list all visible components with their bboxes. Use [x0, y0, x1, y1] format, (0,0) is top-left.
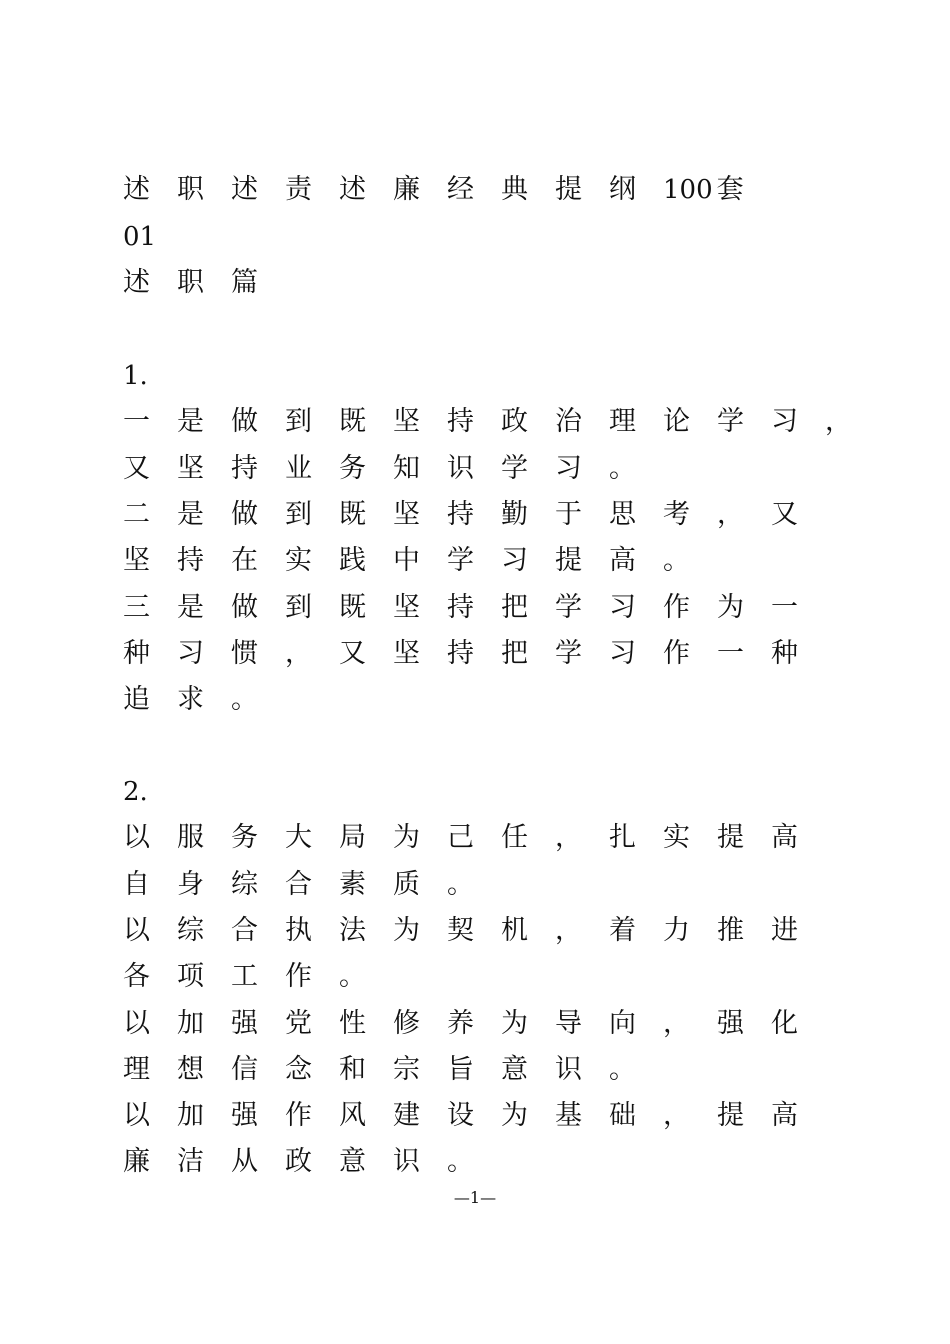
- item-line: 又 坚 持 业 务 知 识 学 习 。: [123, 453, 636, 484]
- item-line: 理 想 信 念 和 宗 旨 意 识 。: [123, 1054, 636, 1085]
- item-label: 2.: [123, 777, 148, 807]
- section-heading: 述 职 篇: [123, 267, 258, 298]
- item-line: 三 是 做 到 既 坚 持 把 学 习 作 为 一: [123, 592, 798, 623]
- item-line: 以 加 强 作 风 建 设 为 基 础 ， 提 高: [123, 1100, 798, 1131]
- item-line: 自 身 综 合 素 质 。: [123, 869, 474, 900]
- item-line: 种 习 惯 ， 又 坚 持 把 学 习 作 一 种: [123, 638, 798, 669]
- item-line: 坚 持 在 实 践 中 学 习 提 高 。: [123, 545, 690, 576]
- item-line: 以 加 强 党 性 修 养 为 导 向 ， 强 化: [123, 1008, 798, 1039]
- item-line: 追 求 。: [123, 684, 258, 715]
- item-line: 廉 洁 从 政 意 识 。: [123, 1146, 474, 1177]
- item-line: 二 是 做 到 既 坚 持 勤 于 思 考 ， 又: [123, 499, 798, 530]
- item-line: 一 是 做 到 既 坚 持 政 治 理 论 学 习 ，: [123, 406, 852, 437]
- item-line: 以 服 务 大 局 为 己 任 ， 扎 实 提 高: [123, 822, 798, 853]
- document-title: 述 职 述 责 述 廉 经 典 提 纲 100 套: [123, 174, 744, 205]
- item-line: 各 项 工 作 。: [123, 961, 366, 992]
- page-number: —1—: [453, 1188, 497, 1207]
- item-label: 1.: [123, 361, 148, 391]
- item-line: 以 综 合 执 法 为 契 机 ， 着 力 推 进: [123, 915, 798, 946]
- document-number: 01: [123, 222, 157, 252]
